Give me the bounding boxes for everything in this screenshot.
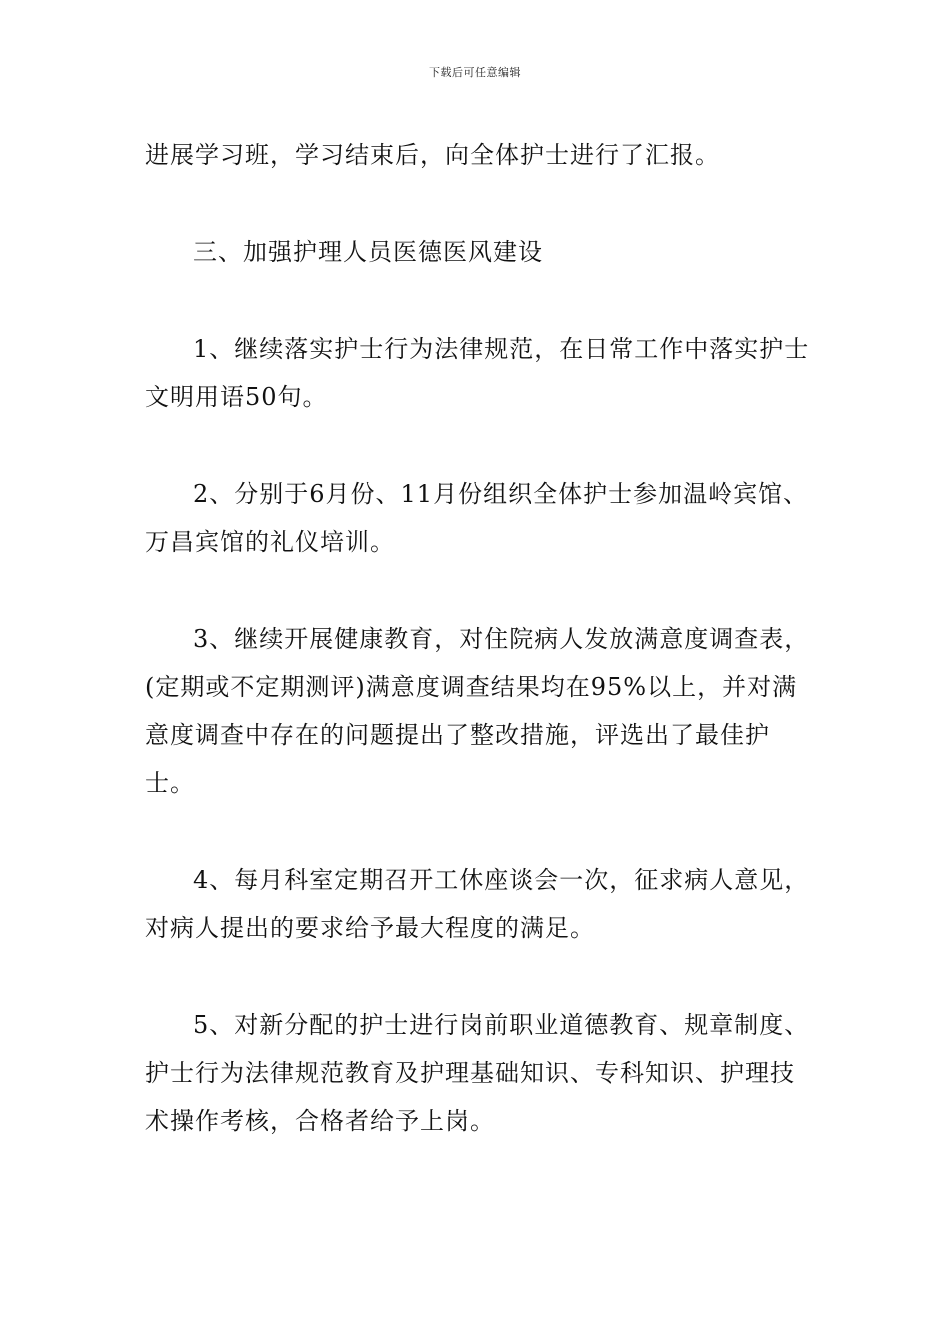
paragraph-gap <box>145 276 813 325</box>
paragraph-item-1: 1、继续落实护士行为法律规范，在日常工作中落实护士文明用语50句。 <box>145 335 810 411</box>
page-header-note: 下载后可任意编辑 <box>429 66 521 79</box>
paragraph-item-2: 2、分别于6月份、11月份组织全体护士参加温岭宾馆、万昌宾馆的礼仪培训。 <box>145 480 809 556</box>
document-body <box>145 131 813 1145</box>
paragraph-gap <box>145 179 813 228</box>
paragraph-gap <box>145 952 813 1001</box>
paragraph-gap <box>145 566 813 615</box>
paragraph-gap <box>145 421 813 470</box>
paragraph-continuation: 进展学习班，学习结束后，向全体护士进行了汇报。 <box>145 141 720 169</box>
paragraph-gap <box>145 807 813 856</box>
paragraph-item-5: 5、对新分配的护士进行岗前职业道德教育、规章制度、护士行为法律规范教育及护理基础知识、专科知识、护理技术操作考核，合格者给予上岗。 <box>145 1011 810 1135</box>
paragraph-item-4: 4、每月科室定期召开工休座谈会一次，征求病人意见，对病人提出的要求给予最大程度的满足。 <box>145 866 810 942</box>
section-heading: 三、加强护理人员医德医风建设 <box>193 238 543 266</box>
paragraph-item-3: 3、继续开展健康教育，对住院病人发放满意度调查表，(定期或不定期测评)满意度调查结果均在95%以上，并对满意度调查中存在的问题提出了整改措施，评选出了最佳护士。 <box>145 625 810 797</box>
